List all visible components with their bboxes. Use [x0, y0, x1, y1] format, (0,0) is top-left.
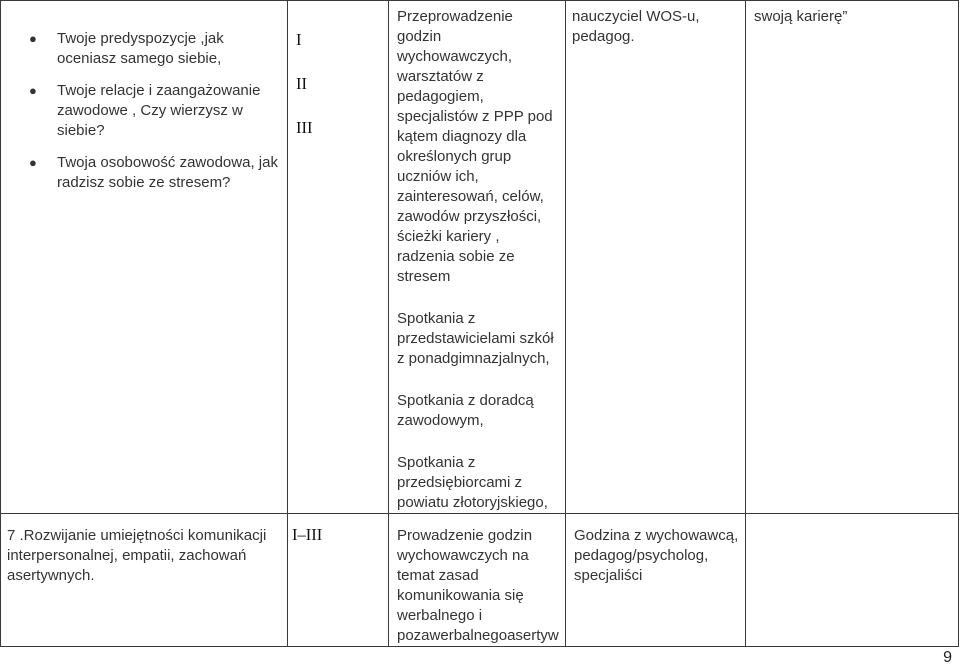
responsible-cell	[566, 514, 746, 647]
responsible-text: Godzina z wychowawcą, pedagog/psycholog, specjaliści	[574, 527, 739, 584]
topics-list	[1, 29, 287, 193]
activities-cell	[389, 1, 566, 514]
page-number: 9	[943, 649, 952, 666]
responsible-cell	[566, 1, 746, 514]
activity-text: Spotkania z doradcą zawodowym,	[397, 392, 534, 429]
activity-text: Spotkania z przedstawicielami szkół z ponadgimnazjalnych,	[397, 310, 554, 367]
notes-cell	[746, 514, 959, 647]
activities-cell	[389, 514, 566, 647]
topic-text: Twoja osobowość zawodowa, jak radzisz sobie ze stresem?	[57, 154, 278, 191]
topic-cell	[1, 514, 288, 647]
table-row	[1, 1, 959, 514]
bullet-icon: ●	[29, 83, 37, 98]
activity-text: Spotkania z przedsiębiorcami z powiatu złotoryjskiego,	[397, 454, 548, 511]
grade-label: III	[296, 118, 313, 137]
bullet-icon: ●	[29, 31, 37, 46]
table-row	[1, 514, 959, 647]
bullet-icon: ●	[29, 155, 37, 170]
list-item	[1, 29, 287, 69]
topic-text: Twoje relacje i zaangażowanie zawodowe , Czy wierzysz w siebie?	[57, 82, 261, 139]
activity-text: Prowadzenie godzin wychowawczych na temat zasad komunikowania się werbalnego i pozawerbalnegoasertyw	[397, 527, 559, 644]
list-item	[1, 153, 287, 193]
grades-cell	[288, 514, 389, 647]
activity-text: Przeprowadzenie godzin wychowawczych, warsztatów z pedagogiem, specjalistów z PPP pod kątem diagnozy dla określonych grup uczniów ich, zainteresowań, celów, zawodów przyszłości, ścieżki kariery , radzenia sobie ze stresem	[397, 8, 553, 285]
topics-cell	[1, 1, 288, 514]
topic-text: Twoje predyspozycje ,jak oceniasz samego siebie,	[57, 30, 224, 67]
notes-cell	[746, 1, 959, 514]
topic-text: 7 .Rozwijanie umiejętności komunikacji interpersonalnej, empatii, zachowań asertywnych.	[7, 527, 267, 584]
grade-label: II	[296, 74, 307, 93]
responsible-text: nauczyciel WOS-u, pedagog.	[572, 8, 700, 45]
grade-label: I	[296, 30, 302, 49]
grade-label: I–III	[292, 525, 323, 544]
grades-cell	[288, 1, 389, 514]
notes-text: swoją karierę”	[754, 8, 848, 25]
list-item	[1, 81, 287, 141]
